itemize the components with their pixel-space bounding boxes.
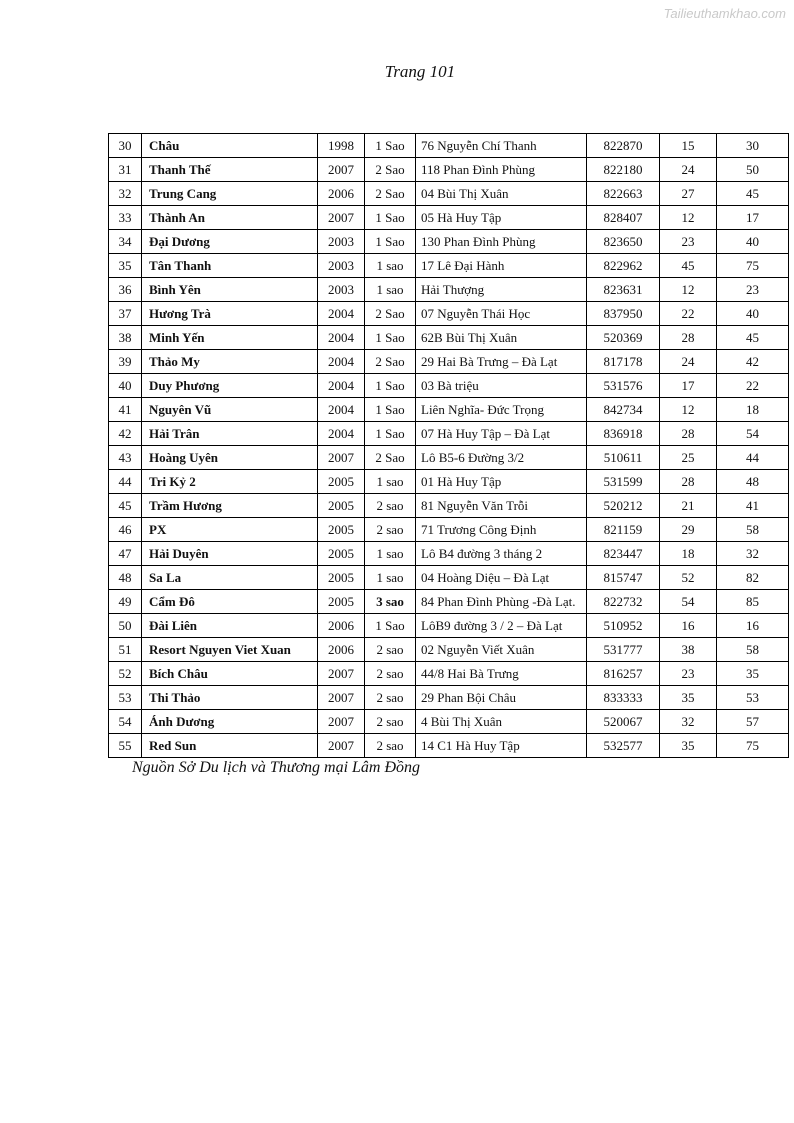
star-rating-cell: 2 sao bbox=[365, 494, 416, 518]
star-rating-cell: 1 Sao bbox=[365, 398, 416, 422]
table-row bbox=[109, 182, 789, 206]
address-cell: 4 Bùi Thị Xuân bbox=[416, 710, 587, 734]
row-number-cell: 54 bbox=[109, 710, 142, 734]
row-number-cell: 50 bbox=[109, 614, 142, 638]
address-cell: 04 Bùi Thị Xuân bbox=[416, 182, 587, 206]
star-rating-cell: 1 sao bbox=[365, 566, 416, 590]
star-rating-cell: 1 Sao bbox=[365, 230, 416, 254]
address-cell: 71 Trương Công Định bbox=[416, 518, 587, 542]
star-rating-cell: 2 sao bbox=[365, 734, 416, 758]
hotel-name-cell: Sa La bbox=[142, 566, 318, 590]
address-cell: 03 Bà triệu bbox=[416, 374, 587, 398]
star-rating-cell: 1 sao bbox=[365, 254, 416, 278]
address-cell: Hải Thượng bbox=[416, 278, 587, 302]
phone-number-cell: 842734 bbox=[587, 398, 660, 422]
row-number-cell: 46 bbox=[109, 518, 142, 542]
table-row bbox=[109, 230, 789, 254]
year-cell: 2007 bbox=[318, 446, 365, 470]
phone-number-cell: 510952 bbox=[587, 614, 660, 638]
hotel-name-cell: Cẩm Đô bbox=[142, 590, 318, 614]
table-row bbox=[109, 206, 789, 230]
phone-number-cell: 817178 bbox=[587, 350, 660, 374]
address-cell: LôB9 đường 3 / 2 – Đà Lạt bbox=[416, 614, 587, 638]
hotel-name-cell: Đại Dương bbox=[142, 230, 318, 254]
star-rating-cell: 2 Sao bbox=[365, 350, 416, 374]
address-cell: 44/8 Hai Bà Trưng bbox=[416, 662, 587, 686]
table-row bbox=[109, 686, 789, 710]
phone-number-cell: 823650 bbox=[587, 230, 660, 254]
bed-count-cell: 40 bbox=[717, 302, 789, 326]
room-count-cell: 35 bbox=[660, 734, 717, 758]
row-number-cell: 41 bbox=[109, 398, 142, 422]
phone-number-cell: 816257 bbox=[587, 662, 660, 686]
star-rating-cell: 2 sao bbox=[365, 518, 416, 542]
year-cell: 2004 bbox=[318, 326, 365, 350]
address-cell: Lô B5-6 Đường 3/2 bbox=[416, 446, 587, 470]
hotel-name-cell: Hoàng Uyên bbox=[142, 446, 318, 470]
star-rating-cell: 1 Sao bbox=[365, 326, 416, 350]
star-rating-cell: 1 sao bbox=[365, 278, 416, 302]
star-rating-cell: 3 sao bbox=[365, 590, 416, 614]
room-count-cell: 54 bbox=[660, 590, 717, 614]
star-rating-cell: 2 sao bbox=[365, 662, 416, 686]
address-cell: Liên Nghĩa- Đức Trọng bbox=[416, 398, 587, 422]
room-count-cell: 28 bbox=[660, 326, 717, 350]
phone-number-cell: 520212 bbox=[587, 494, 660, 518]
row-number-cell: 38 bbox=[109, 326, 142, 350]
phone-number-cell: 531576 bbox=[587, 374, 660, 398]
star-rating-cell: 1 Sao bbox=[365, 614, 416, 638]
table-row bbox=[109, 638, 789, 662]
table-row bbox=[109, 158, 789, 182]
hotel-name-cell: Resort Nguyen Viet Xuan bbox=[142, 638, 318, 662]
bed-count-cell: 82 bbox=[717, 566, 789, 590]
address-cell: 01 Hà Huy Tập bbox=[416, 470, 587, 494]
bed-count-cell: 18 bbox=[717, 398, 789, 422]
year-cell: 2003 bbox=[318, 254, 365, 278]
row-number-cell: 36 bbox=[109, 278, 142, 302]
bed-count-cell: 30 bbox=[717, 134, 789, 158]
hotel-name-cell: Bích Châu bbox=[142, 662, 318, 686]
row-number-cell: 32 bbox=[109, 182, 142, 206]
phone-number-cell: 822180 bbox=[587, 158, 660, 182]
star-rating-cell: 2 sao bbox=[365, 638, 416, 662]
bed-count-cell: 22 bbox=[717, 374, 789, 398]
row-number-cell: 44 bbox=[109, 470, 142, 494]
hotel-name-cell: PX bbox=[142, 518, 318, 542]
star-rating-cell: 2 Sao bbox=[365, 158, 416, 182]
room-count-cell: 52 bbox=[660, 566, 717, 590]
bed-count-cell: 32 bbox=[717, 542, 789, 566]
table-row bbox=[109, 422, 789, 446]
bed-count-cell: 53 bbox=[717, 686, 789, 710]
hotel-name-cell: Thảo My bbox=[142, 350, 318, 374]
address-cell: 118 Phan Đình Phùng bbox=[416, 158, 587, 182]
hotel-name-cell: Đài Liên bbox=[142, 614, 318, 638]
star-rating-cell: 1 Sao bbox=[365, 422, 416, 446]
year-cell: 2007 bbox=[318, 734, 365, 758]
row-number-cell: 47 bbox=[109, 542, 142, 566]
room-count-cell: 45 bbox=[660, 254, 717, 278]
phone-number-cell: 520067 bbox=[587, 710, 660, 734]
hotel-name-cell: Duy Phương bbox=[142, 374, 318, 398]
phone-number-cell: 531777 bbox=[587, 638, 660, 662]
phone-number-cell: 532577 bbox=[587, 734, 660, 758]
hotel-name-cell: Hương Trà bbox=[142, 302, 318, 326]
hotel-name-cell: Tân Thanh bbox=[142, 254, 318, 278]
room-count-cell: 12 bbox=[660, 398, 717, 422]
bed-count-cell: 16 bbox=[717, 614, 789, 638]
phone-number-cell: 822732 bbox=[587, 590, 660, 614]
year-cell: 2006 bbox=[318, 182, 365, 206]
row-number-cell: 31 bbox=[109, 158, 142, 182]
watermark: Tailieuthamkhao.com bbox=[663, 6, 786, 21]
phone-number-cell: 823631 bbox=[587, 278, 660, 302]
room-count-cell: 25 bbox=[660, 446, 717, 470]
year-cell: 2005 bbox=[318, 518, 365, 542]
bed-count-cell: 40 bbox=[717, 230, 789, 254]
phone-number-cell: 815747 bbox=[587, 566, 660, 590]
phone-number-cell: 822962 bbox=[587, 254, 660, 278]
star-rating-cell: 2 Sao bbox=[365, 182, 416, 206]
room-count-cell: 22 bbox=[660, 302, 717, 326]
phone-number-cell: 828407 bbox=[587, 206, 660, 230]
table-row bbox=[109, 446, 789, 470]
hotel-name-cell: Nguyên Vũ bbox=[142, 398, 318, 422]
room-count-cell: 32 bbox=[660, 710, 717, 734]
year-cell: 2005 bbox=[318, 494, 365, 518]
table-row bbox=[109, 254, 789, 278]
hotel-name-cell: Hải Trân bbox=[142, 422, 318, 446]
year-cell: 2005 bbox=[318, 470, 365, 494]
page-title: Trang 101 bbox=[384, 62, 456, 81]
room-count-cell: 38 bbox=[660, 638, 717, 662]
phone-number-cell: 822663 bbox=[587, 182, 660, 206]
year-cell: 2005 bbox=[318, 542, 365, 566]
row-number-cell: 49 bbox=[109, 590, 142, 614]
row-number-cell: 40 bbox=[109, 374, 142, 398]
row-number-cell: 43 bbox=[109, 446, 142, 470]
bed-count-cell: 17 bbox=[717, 206, 789, 230]
hotel-name-cell: Tri Kỷ 2 bbox=[142, 470, 318, 494]
row-number-cell: 45 bbox=[109, 494, 142, 518]
bed-count-cell: 41 bbox=[717, 494, 789, 518]
bed-count-cell: 45 bbox=[717, 326, 789, 350]
address-cell: Lô B4 đường 3 tháng 2 bbox=[416, 542, 587, 566]
hotel-name-cell: Bình Yên bbox=[142, 278, 318, 302]
hotel-name-cell: Hải Duyên bbox=[142, 542, 318, 566]
row-number-cell: 33 bbox=[109, 206, 142, 230]
row-number-cell: 42 bbox=[109, 422, 142, 446]
source-note: Nguồn Sở Du lịch và Thương mại Lâm Đồng bbox=[132, 759, 421, 776]
year-cell: 2005 bbox=[318, 590, 365, 614]
star-rating-cell: 2 Sao bbox=[365, 302, 416, 326]
table-row bbox=[109, 710, 789, 734]
table-row bbox=[109, 614, 789, 638]
bed-count-cell: 57 bbox=[717, 710, 789, 734]
year-cell: 2007 bbox=[318, 662, 365, 686]
year-cell: 2006 bbox=[318, 638, 365, 662]
room-count-cell: 15 bbox=[660, 134, 717, 158]
year-cell: 2006 bbox=[318, 614, 365, 638]
room-count-cell: 35 bbox=[660, 686, 717, 710]
room-count-cell: 16 bbox=[660, 614, 717, 638]
hotel-name-cell: Trung Cang bbox=[142, 182, 318, 206]
star-rating-cell: 2 Sao bbox=[365, 446, 416, 470]
address-cell: 14 C1 Hà Huy Tập bbox=[416, 734, 587, 758]
year-cell: 2004 bbox=[318, 398, 365, 422]
table-row bbox=[109, 734, 789, 758]
hotel-name-cell: Châu bbox=[142, 134, 318, 158]
room-count-cell: 17 bbox=[660, 374, 717, 398]
hotel-table bbox=[108, 133, 789, 758]
address-cell: 04 Hoàng Diệu – Đà Lạt bbox=[416, 566, 587, 590]
bed-count-cell: 58 bbox=[717, 518, 789, 542]
address-cell: 84 Phan Đình Phùng -Đà Lạt. bbox=[416, 590, 587, 614]
address-cell: 81 Nguyễn Văn Trỗi bbox=[416, 494, 587, 518]
phone-number-cell: 531599 bbox=[587, 470, 660, 494]
bed-count-cell: 42 bbox=[717, 350, 789, 374]
table-row bbox=[109, 662, 789, 686]
star-rating-cell: 2 sao bbox=[365, 686, 416, 710]
bed-count-cell: 23 bbox=[717, 278, 789, 302]
bed-count-cell: 44 bbox=[717, 446, 789, 470]
table-row bbox=[109, 566, 789, 590]
year-cell: 2007 bbox=[318, 710, 365, 734]
phone-number-cell: 836918 bbox=[587, 422, 660, 446]
bed-count-cell: 85 bbox=[717, 590, 789, 614]
bed-count-cell: 48 bbox=[717, 470, 789, 494]
row-number-cell: 37 bbox=[109, 302, 142, 326]
row-number-cell: 30 bbox=[109, 134, 142, 158]
phone-number-cell: 822870 bbox=[587, 134, 660, 158]
phone-number-cell: 833333 bbox=[587, 686, 660, 710]
hotel-name-cell: Thành An bbox=[142, 206, 318, 230]
year-cell: 2007 bbox=[318, 158, 365, 182]
hotel-name-cell: Trầm Hương bbox=[142, 494, 318, 518]
year-cell: 1998 bbox=[318, 134, 365, 158]
bed-count-cell: 75 bbox=[717, 254, 789, 278]
address-cell: 07 Nguyễn Thái Học bbox=[416, 302, 587, 326]
room-count-cell: 28 bbox=[660, 470, 717, 494]
year-cell: 2004 bbox=[318, 350, 365, 374]
address-cell: 02 Nguyễn Viết Xuân bbox=[416, 638, 587, 662]
address-cell: 130 Phan Đình Phùng bbox=[416, 230, 587, 254]
row-number-cell: 55 bbox=[109, 734, 142, 758]
phone-number-cell: 520369 bbox=[587, 326, 660, 350]
table-row bbox=[109, 134, 789, 158]
table-row bbox=[109, 518, 789, 542]
year-cell: 2004 bbox=[318, 422, 365, 446]
hotel-name-cell: Thanh Thế bbox=[142, 158, 318, 182]
row-number-cell: 35 bbox=[109, 254, 142, 278]
bed-count-cell: 50 bbox=[717, 158, 789, 182]
star-rating-cell: 1 Sao bbox=[365, 206, 416, 230]
table-row bbox=[109, 374, 789, 398]
phone-number-cell: 823447 bbox=[587, 542, 660, 566]
table-row bbox=[109, 470, 789, 494]
room-count-cell: 27 bbox=[660, 182, 717, 206]
room-count-cell: 18 bbox=[660, 542, 717, 566]
room-count-cell: 28 bbox=[660, 422, 717, 446]
year-cell: 2005 bbox=[318, 566, 365, 590]
year-cell: 2007 bbox=[318, 206, 365, 230]
row-number-cell: 39 bbox=[109, 350, 142, 374]
year-cell: 2004 bbox=[318, 374, 365, 398]
room-count-cell: 23 bbox=[660, 662, 717, 686]
address-cell: 29 Hai Bà Trưng – Đà Lạt bbox=[416, 350, 587, 374]
phone-number-cell: 837950 bbox=[587, 302, 660, 326]
address-cell: 17 Lê Đại Hành bbox=[416, 254, 587, 278]
hotel-table-body bbox=[109, 134, 789, 758]
table-row bbox=[109, 278, 789, 302]
room-count-cell: 24 bbox=[660, 158, 717, 182]
bed-count-cell: 35 bbox=[717, 662, 789, 686]
address-cell: 29 Phan Bội Châu bbox=[416, 686, 587, 710]
bed-count-cell: 58 bbox=[717, 638, 789, 662]
bed-count-cell: 54 bbox=[717, 422, 789, 446]
table-row bbox=[109, 542, 789, 566]
bed-count-cell: 45 bbox=[717, 182, 789, 206]
room-count-cell: 23 bbox=[660, 230, 717, 254]
room-count-cell: 12 bbox=[660, 278, 717, 302]
address-cell: 07 Hà Huy Tập – Đà Lạt bbox=[416, 422, 587, 446]
hotel-name-cell: Ánh Dương bbox=[142, 710, 318, 734]
address-cell: 76 Nguyễn Chí Thanh bbox=[416, 134, 587, 158]
year-cell: 2004 bbox=[318, 302, 365, 326]
hotel-name-cell: Thi Thảo bbox=[142, 686, 318, 710]
star-rating-cell: 1 sao bbox=[365, 470, 416, 494]
phone-number-cell: 510611 bbox=[587, 446, 660, 470]
table-row bbox=[109, 326, 789, 350]
year-cell: 2003 bbox=[318, 230, 365, 254]
star-rating-cell: 1 Sao bbox=[365, 374, 416, 398]
address-cell: 05 Hà Huy Tập bbox=[416, 206, 587, 230]
room-count-cell: 12 bbox=[660, 206, 717, 230]
row-number-cell: 53 bbox=[109, 686, 142, 710]
row-number-cell: 51 bbox=[109, 638, 142, 662]
hotel-name-cell: Minh Yến bbox=[142, 326, 318, 350]
room-count-cell: 24 bbox=[660, 350, 717, 374]
table-row bbox=[109, 350, 789, 374]
year-cell: 2003 bbox=[318, 278, 365, 302]
table-row bbox=[109, 590, 789, 614]
star-rating-cell: 1 sao bbox=[365, 542, 416, 566]
row-number-cell: 48 bbox=[109, 566, 142, 590]
table-row bbox=[109, 398, 789, 422]
row-number-cell: 52 bbox=[109, 662, 142, 686]
room-count-cell: 29 bbox=[660, 518, 717, 542]
year-cell: 2007 bbox=[318, 686, 365, 710]
star-rating-cell: 2 sao bbox=[365, 710, 416, 734]
star-rating-cell: 1 Sao bbox=[365, 134, 416, 158]
address-cell: 62B Bùi Thị Xuân bbox=[416, 326, 587, 350]
hotel-name-cell: Red Sun bbox=[142, 734, 318, 758]
table-row bbox=[109, 494, 789, 518]
room-count-cell: 21 bbox=[660, 494, 717, 518]
phone-number-cell: 821159 bbox=[587, 518, 660, 542]
bed-count-cell: 75 bbox=[717, 734, 789, 758]
table-row bbox=[109, 302, 789, 326]
row-number-cell: 34 bbox=[109, 230, 142, 254]
